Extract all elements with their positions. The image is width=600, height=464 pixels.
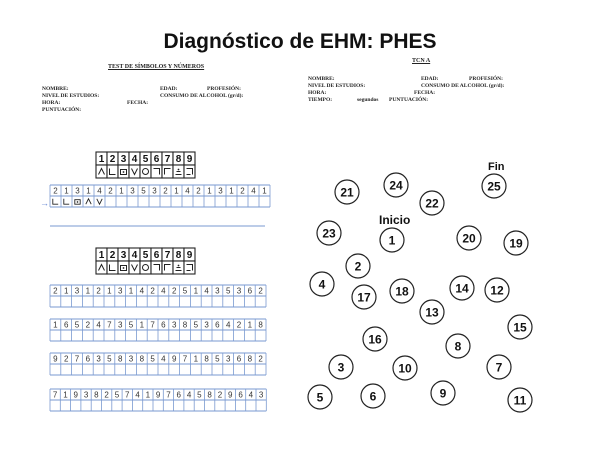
- practice-row-digit: 2: [196, 186, 201, 196]
- test-row-3-digit: 9: [171, 354, 177, 364]
- test-row-3-digit: 9: [53, 354, 58, 364]
- tmt-circle-label: 25: [487, 179, 501, 194]
- practice-row-digit: 4: [185, 186, 190, 196]
- practice-row-digit: 2: [163, 186, 168, 196]
- key-top-digit: 5: [142, 154, 149, 165]
- test-row-2-digit: 8: [182, 320, 188, 330]
- test-row-3-digit: 4: [161, 354, 166, 364]
- test-row-1-digit: 2: [96, 286, 101, 296]
- practice-row-digit: 4: [251, 186, 256, 196]
- label-consumo-right: CONSUMO DE ALCOHOL (gr/d):: [421, 83, 505, 89]
- key-top-digit: 3: [120, 154, 127, 165]
- test-row-4-digit: 2: [217, 390, 223, 400]
- label-nivel-right: NIVEL DE ESTUDIOS:: [308, 83, 366, 89]
- practice-row-digit: 1: [229, 186, 234, 196]
- tmt-circle-label: 17: [357, 290, 371, 305]
- test-row-4-digit: 6: [238, 390, 243, 400]
- label-nombre-left: NOMBRE:: [42, 86, 69, 92]
- label-fecha-left: FECHA:: [127, 100, 149, 106]
- practice-arrow-icon: →: [40, 198, 49, 208]
- test-row-2-digit: 6: [215, 320, 220, 330]
- test-row-4-digit: 4: [248, 390, 254, 400]
- key-bottom-digit: 3: [120, 250, 127, 261]
- test-row-1-digit: 4: [139, 286, 145, 296]
- tmt-circle-label: 4: [318, 277, 326, 292]
- test-row-4-digit: 2: [104, 390, 109, 400]
- test-row-4-digit: 9: [73, 390, 78, 400]
- key-bottom-digit: 5: [142, 250, 149, 261]
- tmt-end-label: Fin: [488, 161, 505, 173]
- tmt-circle-label: 11: [513, 393, 527, 408]
- tmt-circle-label: 22: [425, 196, 439, 211]
- test-row-1-digit: 1: [85, 286, 91, 296]
- test-row-4-digit: 6: [176, 390, 181, 400]
- test-row-2-digit: 8: [258, 320, 263, 330]
- tmt-circle-label: 21: [340, 185, 354, 200]
- test-row-2-digit: 4: [225, 320, 231, 330]
- test-row-2-digit: 7: [107, 320, 112, 330]
- test-row-3-digit: 8: [139, 354, 145, 364]
- practice-row-digit: 1: [207, 186, 212, 196]
- key-bottom-digit: 1: [98, 250, 105, 261]
- test-row-3-digit: 5: [107, 354, 112, 364]
- test-row-2-digit: 6: [161, 320, 166, 330]
- test-row-4-digit: 7: [166, 390, 171, 400]
- test-row-2-digit: 1: [139, 320, 145, 330]
- label-puntuacion-right: PUNTUACIÓN:: [389, 97, 429, 103]
- label-puntuacion-left: PUNTUACIÓN:: [42, 107, 82, 113]
- key-bottom-digit: 6: [153, 250, 160, 261]
- test-row-4-digit: 1: [145, 390, 151, 400]
- test-row-4-digit: 1: [63, 390, 68, 400]
- practice-row-digit: 1: [119, 186, 124, 196]
- test-row-2-digit: 5: [193, 320, 199, 330]
- key-bottom-digit: 2: [109, 250, 116, 261]
- label-segundos-right: segundos: [357, 97, 379, 103]
- test-row-3-digit: 7: [74, 354, 80, 364]
- tmt-circle-label: 12: [490, 283, 504, 298]
- test-row-1-digit: 1: [107, 286, 112, 296]
- tmt-circle-label: 19: [509, 236, 523, 251]
- key-bottom-digit: 7: [164, 250, 171, 261]
- label-profesion-left: PROFESIÓN:: [207, 86, 241, 92]
- tmt-circle-label: 18: [395, 284, 409, 299]
- tmt-circle-label: 7: [495, 360, 503, 375]
- tmt-start-label: Inicio: [379, 213, 411, 227]
- test-row-1-digit: 1: [63, 286, 69, 296]
- test-row-3-digit: 5: [150, 354, 155, 364]
- test-row-2-digit: 1: [247, 320, 253, 330]
- test-row-3-digit: 8: [247, 354, 253, 364]
- test-row-4-digit: 4: [135, 390, 140, 400]
- label-nivel-left: NIVEL DE ESTUDIOS:: [42, 93, 100, 99]
- practice-row-digit: 3: [75, 186, 80, 196]
- test-row-3-digit: 1: [193, 354, 199, 364]
- test-row-4-digit: 8: [94, 390, 99, 400]
- test-row-3-digit: 3: [225, 354, 231, 364]
- test-row-1-digit: 5: [225, 286, 231, 296]
- test-row-4-digit: 3: [83, 390, 89, 400]
- practice-row-digit: 1: [64, 186, 69, 196]
- label-nombre-right: NOMBRE:: [308, 76, 335, 82]
- test-row-1-digit: 1: [193, 286, 199, 296]
- test-row-1-digit: 2: [171, 286, 177, 296]
- test-row-3-digit: 2: [258, 354, 263, 364]
- test-row-2-digit: 4: [96, 320, 101, 330]
- test-row-1-digit: 3: [74, 286, 80, 296]
- label-edad-right: EDAD:: [421, 76, 439, 82]
- test-row-4-digit: 9: [228, 390, 233, 400]
- tmt-circle-label: 6: [369, 389, 377, 404]
- test-row-3-digit: 3: [128, 354, 134, 364]
- test-row-4-digit: 7: [52, 390, 58, 400]
- test-row-3-digit: 8: [204, 354, 209, 364]
- test-row-1-digit: 5: [182, 286, 188, 296]
- test-row-1-digit: 3: [117, 286, 123, 296]
- test-row-1-digit: 6: [247, 286, 253, 296]
- tmt-circle-label: 10: [398, 361, 412, 376]
- tmt-circle-label: 24: [389, 178, 403, 193]
- test-row-1-digit: 2: [53, 286, 58, 296]
- test-row-2-digit: 7: [150, 320, 155, 330]
- key-top-digit: 8: [175, 154, 182, 165]
- tmt-circle-label: 23: [322, 226, 336, 241]
- test-row-2-digit: 5: [74, 320, 80, 330]
- test-row-3-digit: 6: [236, 354, 242, 364]
- tmt-circle-label: 5: [316, 390, 324, 405]
- label-tiempo-right: TIEMPO:: [308, 97, 333, 103]
- practice-row-digit: 2: [240, 186, 245, 196]
- test-row-2-digit: 2: [236, 320, 242, 330]
- key-top-digit: 6: [153, 154, 160, 165]
- test-row-4-digit: 9: [155, 390, 161, 400]
- key-top-digit: 4: [131, 154, 138, 165]
- tmt-circle-label: 16: [368, 332, 382, 347]
- practice-row-digit: 5: [141, 186, 146, 196]
- label-consumo-left: CONSUMO DE ALCOHOL (gr/d):: [160, 93, 244, 99]
- tmt-circle-label: 13: [425, 305, 439, 320]
- test-row-3-digit: 5: [215, 354, 220, 364]
- sdmt-heading: TEST DE SÍMBOLOS Y NÚMEROS: [108, 64, 205, 70]
- practice-row-digit: 2: [108, 186, 113, 196]
- test-row-3-digit: 2: [63, 354, 69, 364]
- key-top-digit: 7: [164, 154, 171, 165]
- test-row-1-digit: 2: [150, 286, 155, 296]
- tmt-circle-label: 1: [388, 233, 396, 248]
- practice-row-digit: 2: [53, 186, 58, 196]
- test-row-1-digit: 3: [236, 286, 242, 296]
- test-row-2-digit: 3: [117, 320, 123, 330]
- label-fecha-right: FECHA:: [414, 90, 436, 96]
- test-row-4-digit: 3: [258, 390, 264, 400]
- slide-title: Diagnóstico de EHM: PHES: [163, 30, 437, 53]
- practice-row-digit: 3: [130, 186, 135, 196]
- tmt-circle-label: 2: [354, 259, 362, 274]
- label-profesion-right: PROFESIÓN:: [469, 76, 503, 82]
- tmt-heading: TCN A: [412, 58, 431, 64]
- test-row-1-digit: 2: [258, 286, 263, 296]
- tmt-circle-label: 8: [454, 339, 462, 354]
- test-row-1-digit: 1: [128, 286, 134, 296]
- test-row-3-digit: 7: [182, 354, 188, 364]
- key-bottom-digit: 4: [131, 250, 138, 261]
- label-hora-left: HORA:: [42, 100, 61, 106]
- tmt-circle-label: 20: [462, 231, 476, 246]
- test-row-3-digit: 3: [96, 354, 101, 364]
- test-row-2-digit: 6: [63, 320, 69, 330]
- test-row-4-digit: 5: [114, 390, 120, 400]
- test-row-1-digit: 4: [161, 286, 166, 296]
- tmt-circle-label: 9: [439, 386, 447, 401]
- key-bottom-digit: 9: [186, 250, 193, 261]
- test-row-4-digit: 8: [207, 390, 212, 400]
- test-row-4-digit: 5: [197, 390, 202, 400]
- test-row-2-digit: 2: [85, 320, 91, 330]
- label-hora-right: HORA:: [308, 90, 327, 96]
- label-edad-left: EDAD:: [160, 86, 178, 92]
- test-row-2-digit: 3: [204, 320, 209, 330]
- test-row-2-digit: 3: [171, 320, 177, 330]
- test-row-2-digit: 1: [53, 320, 58, 330]
- tmt-circle-label: 14: [455, 281, 469, 296]
- key-bottom-digit: 8: [175, 250, 182, 261]
- test-row-3-digit: 6: [85, 354, 91, 364]
- tmt-circle-label: 3: [337, 360, 345, 375]
- test-row-4-digit: 7: [125, 390, 130, 400]
- practice-row-digit: 1: [86, 186, 91, 196]
- test-row-2-digit: 5: [128, 320, 134, 330]
- key-top-digit: 1: [98, 154, 105, 165]
- test-row-4-digit: 4: [186, 390, 192, 400]
- practice-row-digit: 1: [174, 186, 179, 196]
- practice-row-digit: 3: [218, 186, 223, 196]
- key-top-digit: 9: [186, 154, 193, 165]
- test-row-1-digit: 3: [215, 286, 220, 296]
- test-row-3-digit: 8: [117, 354, 123, 364]
- key-top-digit: 2: [109, 154, 116, 165]
- practice-row-digit: 4: [97, 186, 102, 196]
- test-row-1-digit: 4: [204, 286, 209, 296]
- tmt-circle-label: 15: [513, 320, 527, 335]
- practice-row-digit: 1: [262, 186, 267, 196]
- practice-row-digit: 3: [152, 186, 157, 196]
